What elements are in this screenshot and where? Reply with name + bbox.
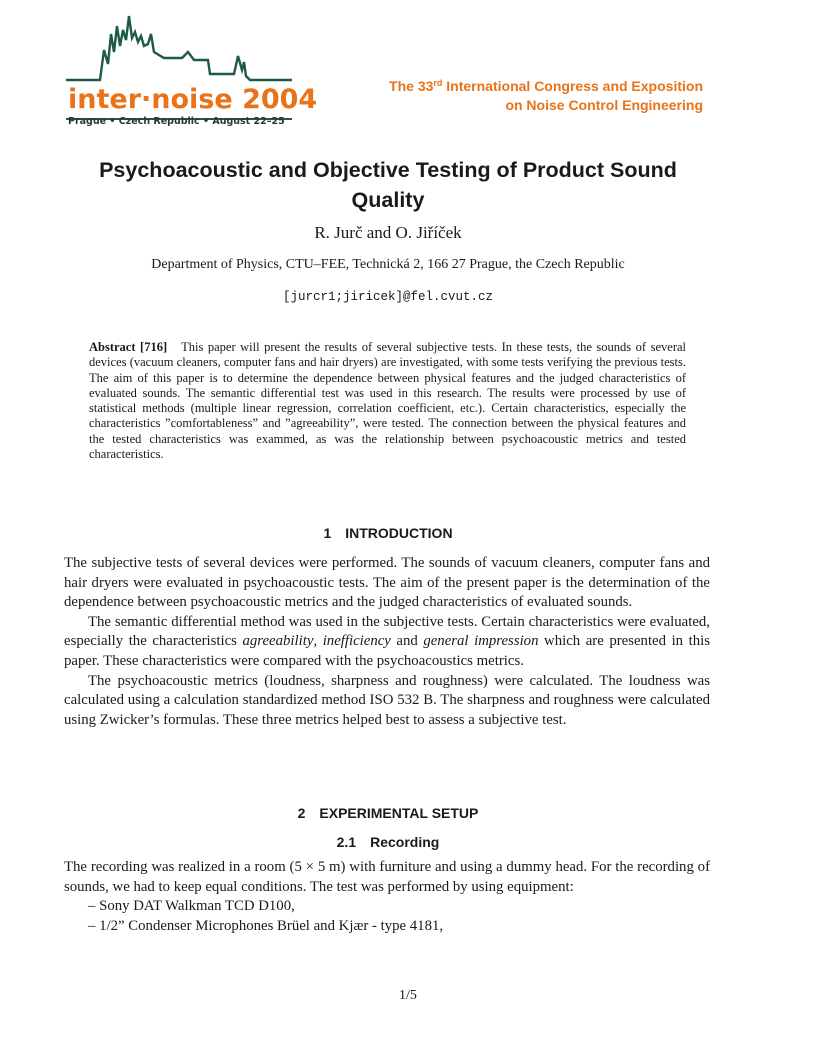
list-item: – Sony DAT Walkman TCD D100, xyxy=(88,898,295,915)
paragraph: The semantic differential method was used in the subjective tests. Certain characteristics were evaluated, especially the characteristics agreeability, inefficiency and general impression which are presented in this paper. These characteristics were compared with the psychoacoustics metrics. xyxy=(64,613,711,669)
subsection-title: Recording xyxy=(370,834,440,850)
paragraph: The subjective tests of several devices were performed. The sounds of vacuum cleaners, computer fans and hair dryers were evaluated in psychoacoustic tests. The aim of the present paper is the determination of the dependence between psychoacoustic metrics and the judged characteristics of evaluated sounds. xyxy=(64,555,710,611)
congress-prefix: The 33 xyxy=(389,78,434,94)
introduction-body xyxy=(64,554,710,730)
paper-authors: R. Jurč and O. Jiříček xyxy=(314,223,462,242)
paragraph: The recording was realized in a room (5 × 5 m) with furniture and using a dummy head. For the recording of sounds, we had to keep equal conditions. The test was performed by using equipment: xyxy=(64,859,710,895)
internoise-logo xyxy=(64,12,318,134)
list-item: – 1/2” Condenser Microphones Brüel and Kjær - type 4181, xyxy=(88,917,444,934)
congress-title xyxy=(389,77,703,115)
congress-line2: on Noise Control Engineering xyxy=(505,97,703,113)
paragraph: The psychoacoustic metrics (loudness, sharpness and roughness) were calculated. The loudness was calculated using a calculation standardized method ISO 532 B. The sharpness and roughness were calculated using Zwicker’s formulas. These three metrics helped best to assess a subjective test. xyxy=(64,672,710,728)
subsection-heading-recording xyxy=(64,834,712,850)
section-number: 1 xyxy=(323,525,332,541)
abstract-text: This paper will present the results of several subjective tests. In these tests, the sounds of several devices (vacuum cleaners, computer fans and hair dryers) are investigated, with some tests verifying the previous tests. The aim of this paper is to determine the dependence between physical features and the judged characteristics of evaluated sounds. The semantic differential test was used in this research. The results were processed by use of statistical methods (multiple linear regression, correlation coefficient, etc.). Certain characteristics, especially the characteristics ”comfortableness” and ”agreeability”, were tested. The connection between the physical features and the tested characteristics was exammed, as was the relationship between psychoacoustic metrics and tested characteristics. xyxy=(89,340,687,462)
page-number: 1/5 xyxy=(399,988,417,1003)
section-title: INTRODUCTION xyxy=(345,525,453,541)
paper-email[interactable]: [jurcr1;jiricek]@fel.cvut.cz xyxy=(282,290,494,304)
abstract-label: Abstract [716] xyxy=(89,340,168,354)
section-title: EXPERIMENTAL SETUP xyxy=(319,805,479,821)
section-heading-experimental-setup xyxy=(64,805,712,821)
congress-line1: International Congress and Exposition xyxy=(442,78,703,94)
logo-tagline: Prague • Czech Republic • August 22–25 xyxy=(68,116,285,127)
logo-wordmark: inter·noise 2004 xyxy=(68,84,318,115)
paper-affiliation: Department of Physics, CTU–FEE, Technická 2, 166 27 Prague, the Czech Republic xyxy=(151,257,625,272)
section-heading-introduction xyxy=(64,525,712,541)
section-number: 2 xyxy=(297,805,306,821)
paper-title: Psychoacoustic and Objective Testing of Product Sound Quality xyxy=(99,158,677,212)
recording-body xyxy=(64,858,710,936)
abstract xyxy=(89,340,686,462)
congress-ordinal: rd xyxy=(433,78,443,88)
subsection-number: 2.1 xyxy=(336,834,357,850)
